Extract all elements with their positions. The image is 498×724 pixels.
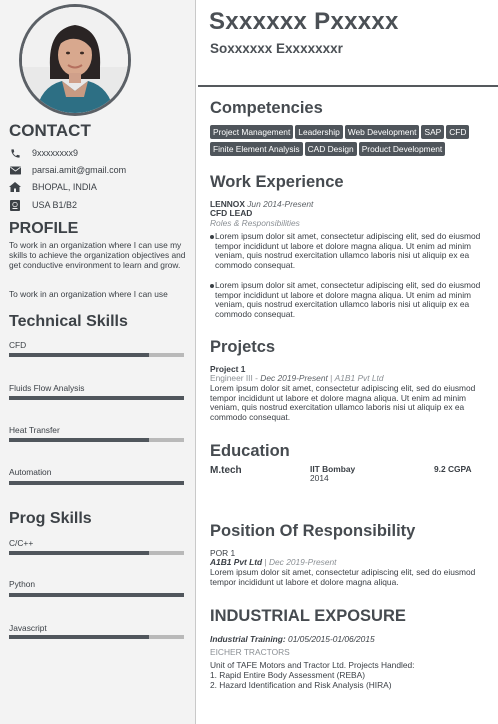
- skill-bar: [9, 481, 184, 485]
- training-line-3: 2. Hazard Identification and Risk Analysis (HIRA): [210, 680, 392, 690]
- envelope-icon: [9, 164, 21, 176]
- skill-label: Automation: [9, 467, 52, 477]
- projects-title: Projetcs: [210, 338, 276, 356]
- responsibility-title: Position Of Responsibility: [210, 522, 416, 540]
- project-org: A1B1 Pvt Ltd: [334, 373, 384, 383]
- competency-tags: [210, 125, 496, 156]
- competency-tag: Finite Element Analysis: [210, 142, 303, 156]
- skill-label: C/C++: [9, 538, 34, 548]
- competencies-title: Competencies: [210, 99, 323, 117]
- por-org: A1B1 Pvt Ltd: [210, 557, 263, 567]
- skill-bar: [9, 551, 184, 555]
- skill-bar-fill: [9, 481, 184, 485]
- skill-label: Heat Transfer: [9, 425, 60, 435]
- visa-text: USA B1/B2: [32, 200, 78, 210]
- competency-tag: Web Development: [345, 125, 420, 139]
- project-meta: Engineer III - Dec 2019-Present | A1B1 Pvt Ltd: [210, 373, 384, 383]
- profile-text-2: To work in an organization where I can use: [9, 289, 168, 299]
- skill-bar: [9, 438, 184, 442]
- skill-bar: [9, 635, 184, 639]
- profile-photo: [22, 7, 128, 113]
- competency-tag: CFD: [446, 125, 469, 139]
- competency-tag: SAP: [421, 125, 444, 139]
- por-name: POR 1: [210, 548, 236, 558]
- skill-bar: [9, 396, 184, 400]
- phone-icon: [9, 147, 21, 159]
- prog-skills-title: Prog Skills: [9, 510, 92, 527]
- contact-phone: [9, 146, 78, 160]
- skill-label: Fluids Flow Analysis: [9, 383, 85, 393]
- sidebar: [0, 0, 196, 724]
- project-date: Dec 2019-Present: [260, 373, 328, 383]
- competency-tag: Project Management: [210, 125, 293, 139]
- skill-label: CFD: [9, 340, 27, 350]
- home-icon: [9, 181, 21, 193]
- skill-bar: [9, 353, 184, 357]
- por-meta: A1B1 Pvt Ltd | Dec 2019-Present: [210, 557, 337, 567]
- education-grade: 9.2 CGPA: [434, 464, 472, 474]
- education-degree: M.tech: [210, 465, 242, 476]
- work-responsibilities-label: Roles & Responsibilities: [210, 218, 300, 228]
- passport-icon: [9, 199, 21, 211]
- candidate-role: Soxxxxxx Exxxxxxxr: [210, 41, 343, 56]
- skill-label: Javascript: [9, 623, 47, 633]
- contact-email: [9, 163, 126, 177]
- avatar: [19, 4, 131, 116]
- skill-bar-fill: [9, 551, 149, 555]
- location-text: BHOPAL, INDIA: [32, 182, 97, 192]
- project-name: Project 1: [210, 364, 246, 374]
- profile-title: PROFILE: [9, 220, 79, 237]
- skill-bar-fill: [9, 353, 149, 357]
- contact-visa: [9, 198, 77, 212]
- competency-tag: Leadership: [295, 125, 342, 139]
- competency-tag: Product Development: [359, 142, 446, 156]
- training-date: 01/05/2015-01/06/2015: [288, 634, 375, 644]
- por-description: Lorem ipsum dolor sit amet, consectetur adipiscing elit, sed do eiusmod tempor incididunt ut labore et dolore magna aliqua.: [210, 567, 476, 587]
- header-divider: [198, 85, 498, 87]
- work-position: CFD LEAD: [210, 208, 253, 218]
- project-description: Lorem ipsum dolor sit amet, consectetur adipiscing elit, sed do eiusmod tempor incididunt ut labore et dolore magna aliqua. Ut enim ad minim veniam, quis nostrud exercitation ullamco laboris nisi ut aliquip ex ea commodo consequat.: [210, 383, 476, 422]
- candidate-name: Sxxxxxx Pxxxxx: [209, 8, 399, 35]
- work-bullet: Lorem ipsum dolor sit amet, consectetur adipiscing elit, sed do eiusmod tempor incididunt ut labore et dolore magna aliqua. Ut enim ad minim veniam, quis nostrud exercitation ullamco laboris nisi ut aliquip ex ea commodo consequat.: [210, 281, 496, 319]
- training-line-2: 1. Rapid Entire Body Assessment (REBA): [210, 670, 366, 680]
- work-date: Jun 2014-Present: [247, 199, 314, 209]
- skill-bar-fill: [9, 635, 149, 639]
- contact-location: [9, 180, 97, 194]
- profile-text: To work in an organization where I can use my skills to achieve the organization objectives and get conductive environment to learn and grow.: [9, 240, 186, 270]
- skill-bar-fill: [9, 593, 184, 597]
- education-school: IIT Bombay: [310, 464, 356, 474]
- email-address[interactable]: parsai.amit@gmail.com: [32, 165, 127, 175]
- work-bullet: Lorem ipsum dolor sit amet, consectetur adipiscing elit, sed do eiusmod tempor incididunt ut labore et dolore magna aliqua. Ut enim ad minim veniam, quis nostrud exercitation ullamco laboris nisi ut aliquip ex ea commodo consequat.: [210, 232, 496, 270]
- training-company: EICHER TRACTORS: [210, 647, 290, 657]
- education-title: Education: [210, 442, 290, 460]
- training-line-1: Unit of TAFE Motors and Tractor Ltd. Projects Handled:: [210, 660, 415, 670]
- work-company: LENNOX: [210, 199, 245, 209]
- project-role: Engineer III: [210, 373, 253, 383]
- skill-label: Python: [9, 579, 36, 589]
- training-label: Industrial Training:: [210, 634, 286, 644]
- contact-title: CONTACT: [9, 121, 91, 140]
- industrial-title: INDUSTRIAL EXPOSURE: [210, 607, 406, 625]
- work-experience-title: Work Experience: [210, 173, 344, 191]
- skill-bar-fill: [9, 438, 149, 442]
- technical-skills-title: Technical Skills: [9, 313, 128, 330]
- education-year: 2014: [310, 473, 329, 483]
- por-date: Dec 2019-Present: [268, 557, 337, 567]
- competency-tag: CAD Design: [305, 142, 357, 156]
- skill-bar-fill: [9, 396, 184, 400]
- phone-number[interactable]: 9xxxxxxxx9: [32, 148, 79, 158]
- skill-bar: [9, 593, 184, 597]
- training-line: [210, 635, 496, 645]
